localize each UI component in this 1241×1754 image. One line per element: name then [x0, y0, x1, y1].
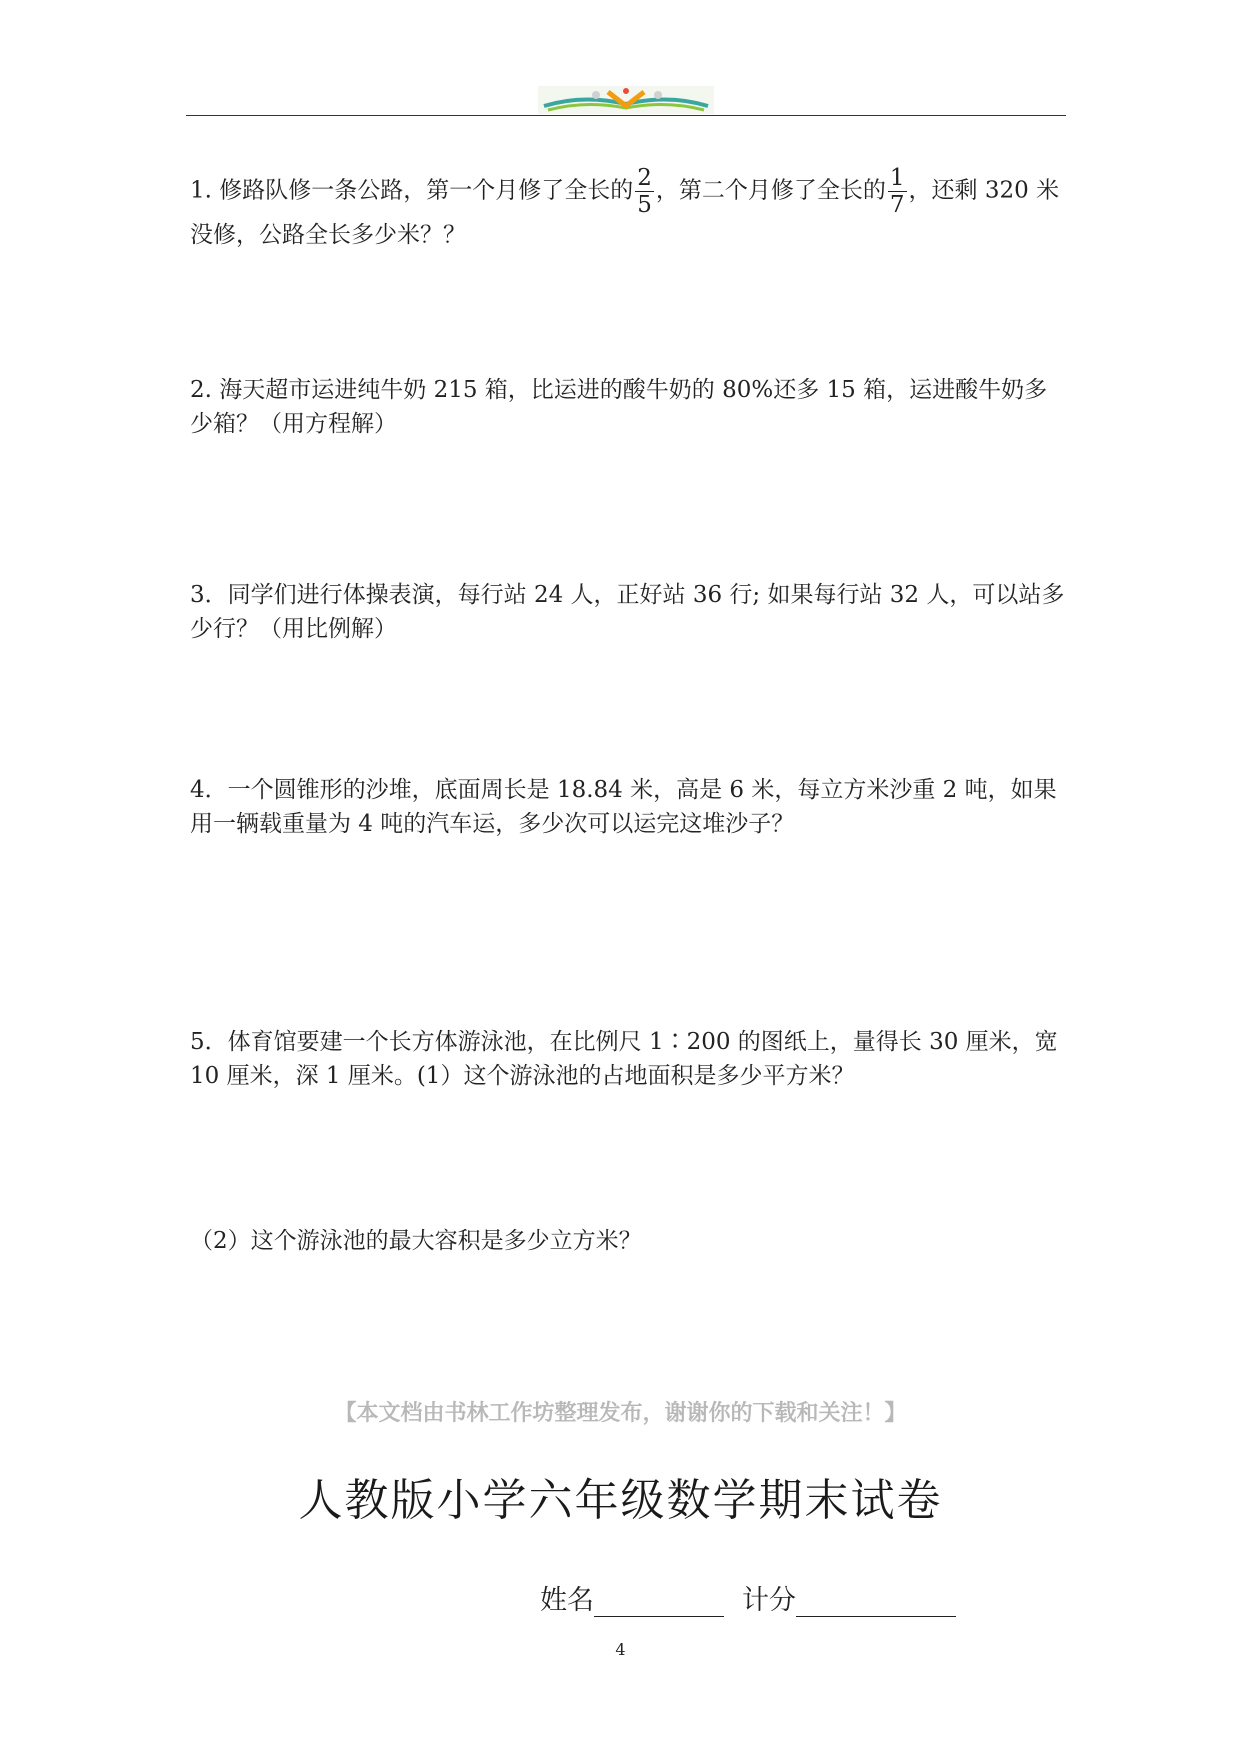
score-blank[interactable]: [796, 1586, 956, 1617]
fraction-numerator: 1: [889, 165, 905, 191]
question-5: 5．体育馆要建一个长方体游泳池，在比例尺 1∶200 的图纸上，量得长 30 厘米，宽 10 厘米，深 1 厘米。(1）这个游泳池的占地面积是多少平方米？: [190, 1029, 1058, 1089]
exam-title: 人教版小学六年级数学期末试卷: [298, 1475, 943, 1526]
name-score-line: [540, 1578, 956, 1617]
question-5-part-2: （2）这个游泳池的最大容积是多少立方米？: [190, 1228, 642, 1254]
question-3: 3．同学们进行体操表演，每行站 24 人，正好站 36 行; 如果每行站 32 人，可以站多少行？（用比例解）: [190, 582, 1065, 642]
question-1-text-a: 1. 修路队修一条公路，第一个月修了全长的: [190, 177, 634, 204]
page-number: 4: [615, 1640, 626, 1659]
name-label: 姓名: [540, 1585, 594, 1616]
score-label: 计分: [742, 1585, 796, 1616]
fraction-denominator: 5: [637, 192, 652, 218]
question-2: 2. 海天超市运进纯牛奶 215 箱，比运进的酸牛奶的 80%还多 15 箱，运进酸牛奶多少箱？（用方程解）: [190, 377, 1048, 437]
fraction-numerator: 2: [637, 165, 652, 191]
question-1-text-b: ，第二个月修了全长的: [655, 177, 886, 204]
fraction-2-5: [635, 165, 654, 218]
watermark: 【本文档由书林工作坊整理发布，谢谢你的下载和关注！】: [334, 1401, 907, 1426]
question-4: 4．一个圆锥形的沙堆，底面周长是 18.84 米，高是 6 米，每立方米沙重 2 吨，如果用一辆载重量为 4 吨的汽车运，多少次可以运完这堆沙子？: [190, 777, 1057, 837]
question-1-text-c: ，还剩 320 米没修，公路全长多少米？？: [190, 177, 1060, 248]
header-logo: [538, 86, 714, 114]
fraction-denominator: 7: [889, 192, 905, 218]
question-1: [190, 165, 1070, 252]
header-rule: [186, 115, 1066, 116]
name-blank[interactable]: [594, 1586, 724, 1617]
fraction-1-7: [888, 165, 907, 218]
